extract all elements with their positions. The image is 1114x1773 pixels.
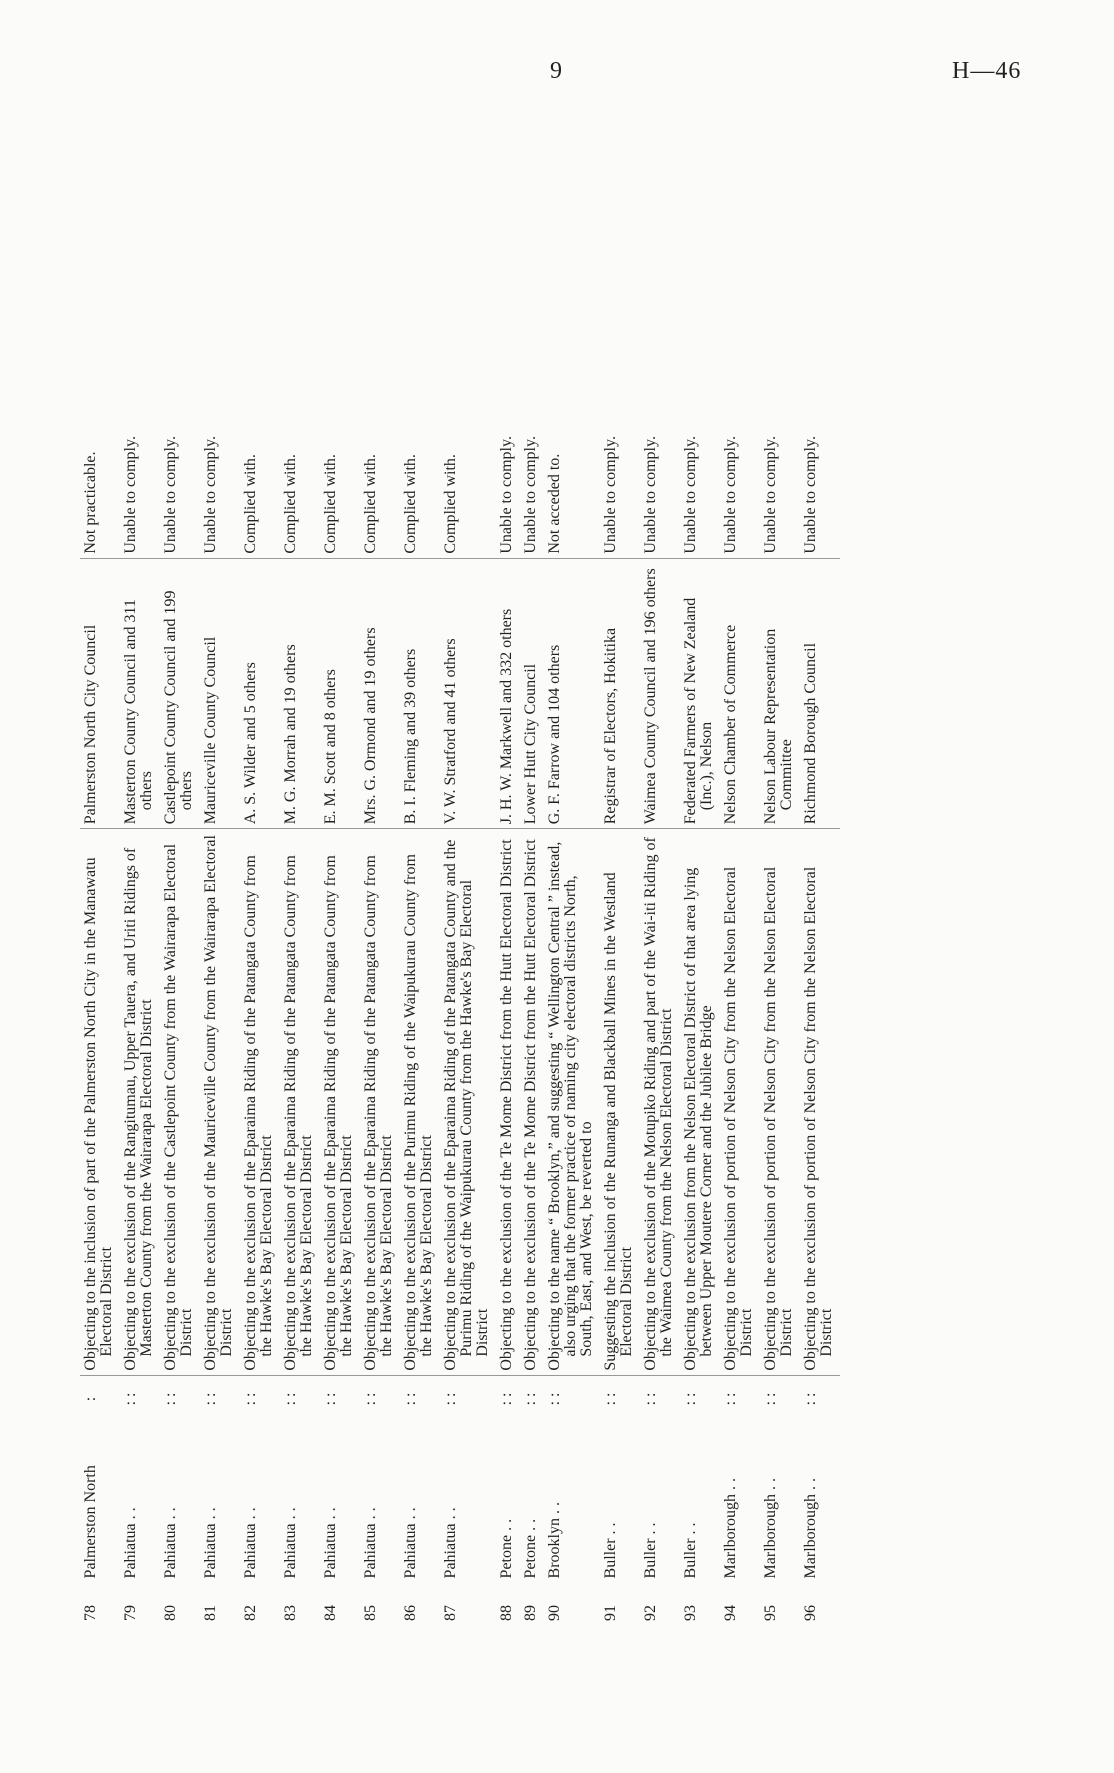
electoral-district-text: Buller . . bbox=[602, 1522, 619, 1579]
leader-dots-text: : : bbox=[602, 1392, 619, 1406]
commission-action bbox=[160, 215, 200, 558]
leader-dots bbox=[80, 1375, 120, 1422]
objection-description-text: Objecting to the name “ Brooklyn,” and suggesting “ Wellington Central ” instead, also urging that the former practice of naming city electoral districts North, South, East, and West, be reverted to bbox=[546, 841, 595, 1371]
submitted-by-text: Castlepoint County Council and 199 others bbox=[162, 590, 195, 825]
leader-dots-text: : : bbox=[122, 1392, 139, 1406]
commission-action bbox=[640, 215, 680, 558]
commission-action bbox=[760, 215, 800, 558]
submitted-by-text: M. G. Morrah and 19 others bbox=[282, 644, 299, 825]
objection-description bbox=[80, 829, 120, 1375]
leader-dots-text: : : bbox=[442, 1392, 459, 1406]
electoral-district-text: Pahiatua . . bbox=[442, 1507, 459, 1579]
objection-description-text: Objecting to the exclusion of the Rangitumau, Upper Tauera, and Uriti Ridings of Masterton County from the Wairarapa Electoral District bbox=[122, 847, 155, 1371]
row-number-text: 93 bbox=[682, 1605, 699, 1621]
electoral-district-text: Palmerston North bbox=[82, 1465, 99, 1579]
objection-description-text: Objecting to the inclusion of part of the Palmerston North City in the Manawatu Electoral District bbox=[82, 857, 115, 1371]
leader-dots bbox=[360, 1375, 400, 1422]
row-number bbox=[160, 1582, 200, 1625]
submitted-by-text: Richmond Borough Council bbox=[802, 642, 819, 825]
submitted-by-text: Waimea County Council and 196 others bbox=[642, 568, 659, 825]
table-row bbox=[320, 215, 360, 1625]
commission-action-text: Not practicable. bbox=[82, 451, 99, 554]
row-number-text: 86 bbox=[402, 1605, 419, 1621]
electoral-district-text: Marlborough . . bbox=[762, 1478, 779, 1579]
leader-dots bbox=[400, 1375, 440, 1422]
row-number bbox=[80, 1582, 120, 1625]
submitted-by bbox=[600, 558, 640, 829]
row-number-text: 81 bbox=[202, 1605, 219, 1621]
row-number bbox=[720, 1582, 760, 1625]
submitted-by-text: Mauriceville County Council bbox=[202, 636, 219, 825]
commission-action bbox=[680, 215, 720, 558]
row-number-text: 94 bbox=[722, 1605, 739, 1621]
commission-action bbox=[120, 215, 160, 558]
leader-dots bbox=[544, 1375, 600, 1422]
objection-description bbox=[544, 829, 600, 1375]
row-number bbox=[496, 1582, 520, 1625]
objection-description bbox=[320, 829, 360, 1375]
commission-action-text: Unable to comply. bbox=[122, 436, 139, 554]
submitted-by bbox=[160, 558, 200, 829]
electoral-district bbox=[600, 1422, 640, 1582]
electoral-district-text: Pahiatua . . bbox=[242, 1507, 259, 1579]
submitted-by bbox=[496, 558, 520, 829]
submitted-by-text: Palmerston North City Council bbox=[82, 624, 99, 825]
electoral-district bbox=[120, 1422, 160, 1582]
objection-description bbox=[680, 829, 720, 1375]
table-row bbox=[680, 215, 720, 1625]
leader-dots bbox=[640, 1375, 680, 1422]
row-number-text: 80 bbox=[162, 1605, 179, 1621]
row-number-text: 90 bbox=[546, 1605, 563, 1621]
leader-dots bbox=[520, 1375, 544, 1422]
electoral-district-text: Buller . . bbox=[642, 1522, 659, 1579]
table-row bbox=[496, 215, 520, 1625]
objection-description-text: Objecting to the exclusion of the Mauriceville County from the Wairarapa Electoral District bbox=[202, 835, 235, 1371]
commission-action-text: Unable to comply. bbox=[802, 436, 819, 554]
leader-dots-text: : : bbox=[322, 1392, 339, 1406]
commission-action-text: Unable to comply. bbox=[522, 436, 539, 554]
submitted-by bbox=[120, 558, 160, 829]
submitted-by bbox=[200, 558, 240, 829]
electoral-district bbox=[640, 1422, 680, 1582]
submitted-by bbox=[544, 558, 600, 829]
electoral-district-text: Brooklyn . . bbox=[546, 1501, 563, 1579]
electoral-district-text: Buller . . bbox=[682, 1522, 699, 1579]
electoral-district bbox=[544, 1422, 600, 1582]
commission-action-text: Complied with. bbox=[442, 454, 459, 554]
table-row bbox=[400, 215, 440, 1625]
row-number-text: 79 bbox=[122, 1605, 139, 1621]
page-number: 9 bbox=[550, 58, 562, 84]
row-number bbox=[520, 1582, 544, 1625]
submitted-by-text: Registrar of Electors, Hokitika bbox=[602, 627, 619, 825]
submitted-by-text: A. S. Wilder and 5 others bbox=[242, 662, 259, 825]
electoral-district bbox=[240, 1422, 280, 1582]
table-body bbox=[80, 215, 840, 1625]
commission-action bbox=[544, 215, 600, 558]
table-row bbox=[720, 215, 760, 1625]
objection-description-text: Objecting to the exclusion of portion of Nelson City from the Nelson Electoral District bbox=[722, 866, 755, 1371]
submitted-by bbox=[240, 558, 280, 829]
leader-dots-text: : : bbox=[162, 1392, 179, 1406]
commission-action bbox=[520, 215, 544, 558]
objection-description bbox=[600, 829, 640, 1375]
leader-dots bbox=[200, 1375, 240, 1422]
table-row bbox=[80, 215, 120, 1625]
leader-dots-text: : : bbox=[546, 1392, 563, 1406]
table-row bbox=[120, 215, 160, 1625]
table-row bbox=[760, 215, 800, 1625]
commission-action-text: Unable to comply. bbox=[682, 436, 699, 554]
row-number-text: 91 bbox=[602, 1605, 619, 1621]
row-number bbox=[240, 1582, 280, 1625]
objection-description-text: Objecting to the exclusion of portion of Nelson City from the Nelson Electoral District bbox=[802, 866, 835, 1371]
leader-dots bbox=[800, 1375, 840, 1422]
submitted-by bbox=[80, 558, 120, 829]
commission-action-text: Unable to comply. bbox=[642, 436, 659, 554]
row-number bbox=[400, 1582, 440, 1625]
electoral-district-text: Petone . . bbox=[498, 1518, 515, 1579]
objection-description-text: Objecting to the exclusion of the Te Mome District from the Hutt Electoral District bbox=[522, 839, 539, 1371]
objection-description bbox=[160, 829, 200, 1375]
objection-description-text: Objecting to the exclusion of the Eparaima Riding of the Patangata County from the Hawke's Bay Electoral District bbox=[242, 855, 275, 1371]
electoral-district-text: Pahiatua . . bbox=[282, 1507, 299, 1579]
row-number-text: 96 bbox=[802, 1605, 819, 1621]
submitted-by bbox=[440, 558, 496, 829]
table-row bbox=[280, 215, 320, 1625]
leader-dots-text: : : bbox=[802, 1392, 819, 1406]
leader-dots bbox=[600, 1375, 640, 1422]
submitted-by-text: Mrs. G. Ormond and 19 others bbox=[362, 627, 379, 825]
table-row bbox=[200, 215, 240, 1625]
submitted-by bbox=[360, 558, 400, 829]
leader-dots bbox=[120, 1375, 160, 1422]
row-number-text: 87 bbox=[442, 1605, 459, 1621]
table-row bbox=[600, 215, 640, 1625]
objection-description-text: Objecting to the exclusion of the Te Mome District from the Hutt Electoral District bbox=[498, 839, 515, 1371]
leader-dots-text: : bbox=[82, 1396, 99, 1402]
objection-description bbox=[800, 829, 840, 1375]
electoral-district bbox=[280, 1422, 320, 1582]
objection-description-text: Objecting to the exclusion of the Eparaima Riding of the Patangata County from the Hawke's Bay Electoral District bbox=[282, 855, 315, 1371]
objection-description-text: Objecting to the exclusion of the Eparaima Riding of the Patangata County and the Purimu Riding of the Waipukurau County from the Hawke's Bay Electoral District bbox=[442, 839, 491, 1371]
commission-action-text: Unable to comply. bbox=[202, 436, 219, 554]
row-number-text: 84 bbox=[322, 1605, 339, 1621]
row-number-text: 92 bbox=[642, 1605, 659, 1621]
leader-dots bbox=[440, 1375, 496, 1422]
table-row bbox=[440, 215, 496, 1625]
leader-dots-text: : : bbox=[682, 1392, 699, 1406]
leader-dots bbox=[240, 1375, 280, 1422]
electoral-district-text: Pahiatua . . bbox=[362, 1507, 379, 1579]
electoral-district bbox=[760, 1422, 800, 1582]
objection-description bbox=[240, 829, 280, 1375]
submitted-by bbox=[280, 558, 320, 829]
submitted-by-text: G. F. Farrow and 104 others bbox=[546, 644, 563, 825]
objection-description-text: Objecting to the exclusion of the Eparaima Riding of the Patangata County from the Hawke's Bay Electoral District bbox=[322, 855, 355, 1371]
table-row bbox=[544, 215, 600, 1625]
submitted-by-text: J. H. W. Markwell and 332 others bbox=[498, 608, 515, 825]
commission-action-text: Complied with. bbox=[322, 454, 339, 554]
row-number bbox=[440, 1582, 496, 1625]
objection-description bbox=[360, 829, 400, 1375]
objection-description bbox=[520, 829, 544, 1375]
table-row bbox=[520, 215, 544, 1625]
table-row bbox=[160, 215, 200, 1625]
row-number bbox=[320, 1582, 360, 1625]
row-number bbox=[544, 1582, 600, 1625]
leader-dots bbox=[760, 1375, 800, 1422]
objection-description bbox=[640, 829, 680, 1375]
leader-dots bbox=[280, 1375, 320, 1422]
table-row bbox=[800, 215, 840, 1625]
objection-description bbox=[720, 829, 760, 1375]
row-number-text: 83 bbox=[282, 1605, 299, 1621]
electoral-district bbox=[520, 1422, 544, 1582]
objection-description bbox=[440, 829, 496, 1375]
submitted-by-text: E. M. Scott and 8 others bbox=[322, 669, 339, 825]
submitted-by-text: V. W. Stratford and 41 others bbox=[442, 638, 459, 825]
submitted-by-text: Nelson Labour Representation Committee bbox=[762, 628, 795, 825]
electoral-district bbox=[800, 1422, 840, 1582]
submitted-by-text: Nelson Chamber of Commerce bbox=[722, 624, 739, 825]
commission-action bbox=[360, 215, 400, 558]
row-number bbox=[120, 1582, 160, 1625]
leader-dots-text: : : bbox=[762, 1392, 779, 1406]
electoral-district-text: Marlborough . . bbox=[722, 1478, 739, 1579]
leader-dots bbox=[720, 1375, 760, 1422]
objection-description-text: Suggesting the inclusion of the Runanga and Blackball Mines in the Westland Electoral District bbox=[602, 872, 635, 1371]
commission-action bbox=[600, 215, 640, 558]
leader-dots-text: : : bbox=[282, 1392, 299, 1406]
leader-dots-text: : : bbox=[402, 1392, 419, 1406]
submitted-by bbox=[640, 558, 680, 829]
leader-dots-text: : : bbox=[498, 1392, 515, 1406]
electoral-district bbox=[360, 1422, 400, 1582]
row-number bbox=[760, 1582, 800, 1625]
leader-dots-text: : : bbox=[642, 1392, 659, 1406]
commission-action bbox=[440, 215, 496, 558]
objection-description-text: Objecting to the exclusion from the Nelson Electoral District of that area lying between Upper Moutere Corner and the Jubilee Bridge bbox=[682, 867, 715, 1371]
table-row bbox=[360, 215, 400, 1625]
electoral-district bbox=[200, 1422, 240, 1582]
electoral-district bbox=[80, 1422, 120, 1582]
table-row bbox=[240, 215, 280, 1625]
row-number bbox=[800, 1582, 840, 1625]
commission-action bbox=[800, 215, 840, 558]
row-number bbox=[200, 1582, 240, 1625]
commission-action-text: Unable to comply. bbox=[762, 436, 779, 554]
objection-description bbox=[496, 829, 520, 1375]
commission-action-text: Unable to comply. bbox=[162, 436, 179, 554]
submitted-by-text: B. I. Fleming and 39 others bbox=[402, 648, 419, 825]
electoral-district-text: Pahiatua . . bbox=[162, 1507, 179, 1579]
objection-description-text: Objecting to the exclusion of the Purimu Riding of the Waipukurau County from the Hawke's Bay Electoral District bbox=[402, 854, 435, 1371]
commission-action-text: Unable to comply. bbox=[722, 436, 739, 554]
electoral-district-text: Pahiatua . . bbox=[402, 1507, 419, 1579]
objection-description bbox=[280, 829, 320, 1375]
electoral-district bbox=[400, 1422, 440, 1582]
electoral-district bbox=[440, 1422, 496, 1582]
commission-action bbox=[200, 215, 240, 558]
commission-action-text: Not acceded to. bbox=[546, 453, 563, 554]
commission-action-text: Complied with. bbox=[402, 454, 419, 554]
objection-description-text: Objecting to the exclusion of the Motupiko Riding and part of the Wai-iti Riding of the Waimea County from the Nelson Electoral District bbox=[642, 837, 675, 1371]
electoral-district bbox=[320, 1422, 360, 1582]
leader-dots-text: : : bbox=[202, 1392, 219, 1406]
commission-action bbox=[80, 215, 120, 558]
row-number bbox=[360, 1582, 400, 1625]
row-number-text: 95 bbox=[762, 1605, 779, 1621]
rotated-table-container bbox=[80, 215, 1040, 1625]
row-number-text: 89 bbox=[522, 1605, 539, 1621]
petitions-table bbox=[80, 215, 840, 1625]
leader-dots bbox=[160, 1375, 200, 1422]
row-number-text: 88 bbox=[498, 1605, 515, 1621]
row-number-text: 78 bbox=[82, 1605, 99, 1621]
row-number bbox=[600, 1582, 640, 1625]
commission-action bbox=[496, 215, 520, 558]
document-code: H—46 bbox=[952, 58, 1022, 84]
submitted-by-text: Federated Farmers of New Zealand (Inc.), Nelson bbox=[682, 597, 715, 825]
commission-action-text: Unable to comply. bbox=[602, 436, 619, 554]
commission-action-text: Unable to comply. bbox=[498, 436, 515, 554]
leader-dots-text: : : bbox=[362, 1392, 379, 1406]
commission-action bbox=[320, 215, 360, 558]
commission-action-text: Complied with. bbox=[242, 454, 259, 554]
leader-dots bbox=[680, 1375, 720, 1422]
objection-description-text: Objecting to the exclusion of the Castlepoint County from the Wairarapa Electoral District bbox=[162, 843, 195, 1371]
electoral-district-text: Marlborough . . bbox=[802, 1478, 819, 1579]
submitted-by bbox=[400, 558, 440, 829]
electoral-district bbox=[680, 1422, 720, 1582]
row-number bbox=[640, 1582, 680, 1625]
commission-action bbox=[400, 215, 440, 558]
row-number bbox=[680, 1582, 720, 1625]
leader-dots-text: : : bbox=[522, 1392, 539, 1406]
electoral-district bbox=[160, 1422, 200, 1582]
leader-dots bbox=[496, 1375, 520, 1422]
submitted-by bbox=[800, 558, 840, 829]
electoral-district-text: Pahiatua . . bbox=[122, 1507, 139, 1579]
leader-dots bbox=[320, 1375, 360, 1422]
row-number bbox=[280, 1582, 320, 1625]
row-number-text: 82 bbox=[242, 1605, 259, 1621]
electoral-district-text: Pahiatua . . bbox=[202, 1507, 219, 1579]
electoral-district-text: Petone . . bbox=[522, 1518, 539, 1579]
row-number-text: 85 bbox=[362, 1605, 379, 1621]
electoral-district-text: Pahiatua . . bbox=[322, 1507, 339, 1579]
electoral-district bbox=[496, 1422, 520, 1582]
objection-description bbox=[400, 829, 440, 1375]
commission-action-text: Complied with. bbox=[362, 454, 379, 554]
leader-dots-text: : : bbox=[722, 1392, 739, 1406]
commission-action-text: Complied with. bbox=[282, 454, 299, 554]
objection-description bbox=[120, 829, 160, 1375]
electoral-district bbox=[720, 1422, 760, 1582]
objection-description bbox=[200, 829, 240, 1375]
objection-description-text: Objecting to the exclusion of portion of Nelson City from the Nelson Electoral District bbox=[762, 866, 795, 1371]
submitted-by-text: Masterton County Council and 311 others bbox=[122, 599, 155, 825]
commission-action bbox=[240, 215, 280, 558]
table-row bbox=[640, 215, 680, 1625]
objection-description-text: Objecting to the exclusion of the Eparaima Riding of the Patangata County from the Hawke's Bay Electoral District bbox=[362, 855, 395, 1371]
submitted-by bbox=[720, 558, 760, 829]
commission-action bbox=[720, 215, 760, 558]
leader-dots-text: : : bbox=[242, 1392, 259, 1406]
submitted-by-text: Lower Hutt City Council bbox=[522, 663, 539, 825]
submitted-by bbox=[760, 558, 800, 829]
commission-action bbox=[280, 215, 320, 558]
submitted-by bbox=[520, 558, 544, 829]
objection-description bbox=[760, 829, 800, 1375]
submitted-by bbox=[680, 558, 720, 829]
submitted-by bbox=[320, 558, 360, 829]
